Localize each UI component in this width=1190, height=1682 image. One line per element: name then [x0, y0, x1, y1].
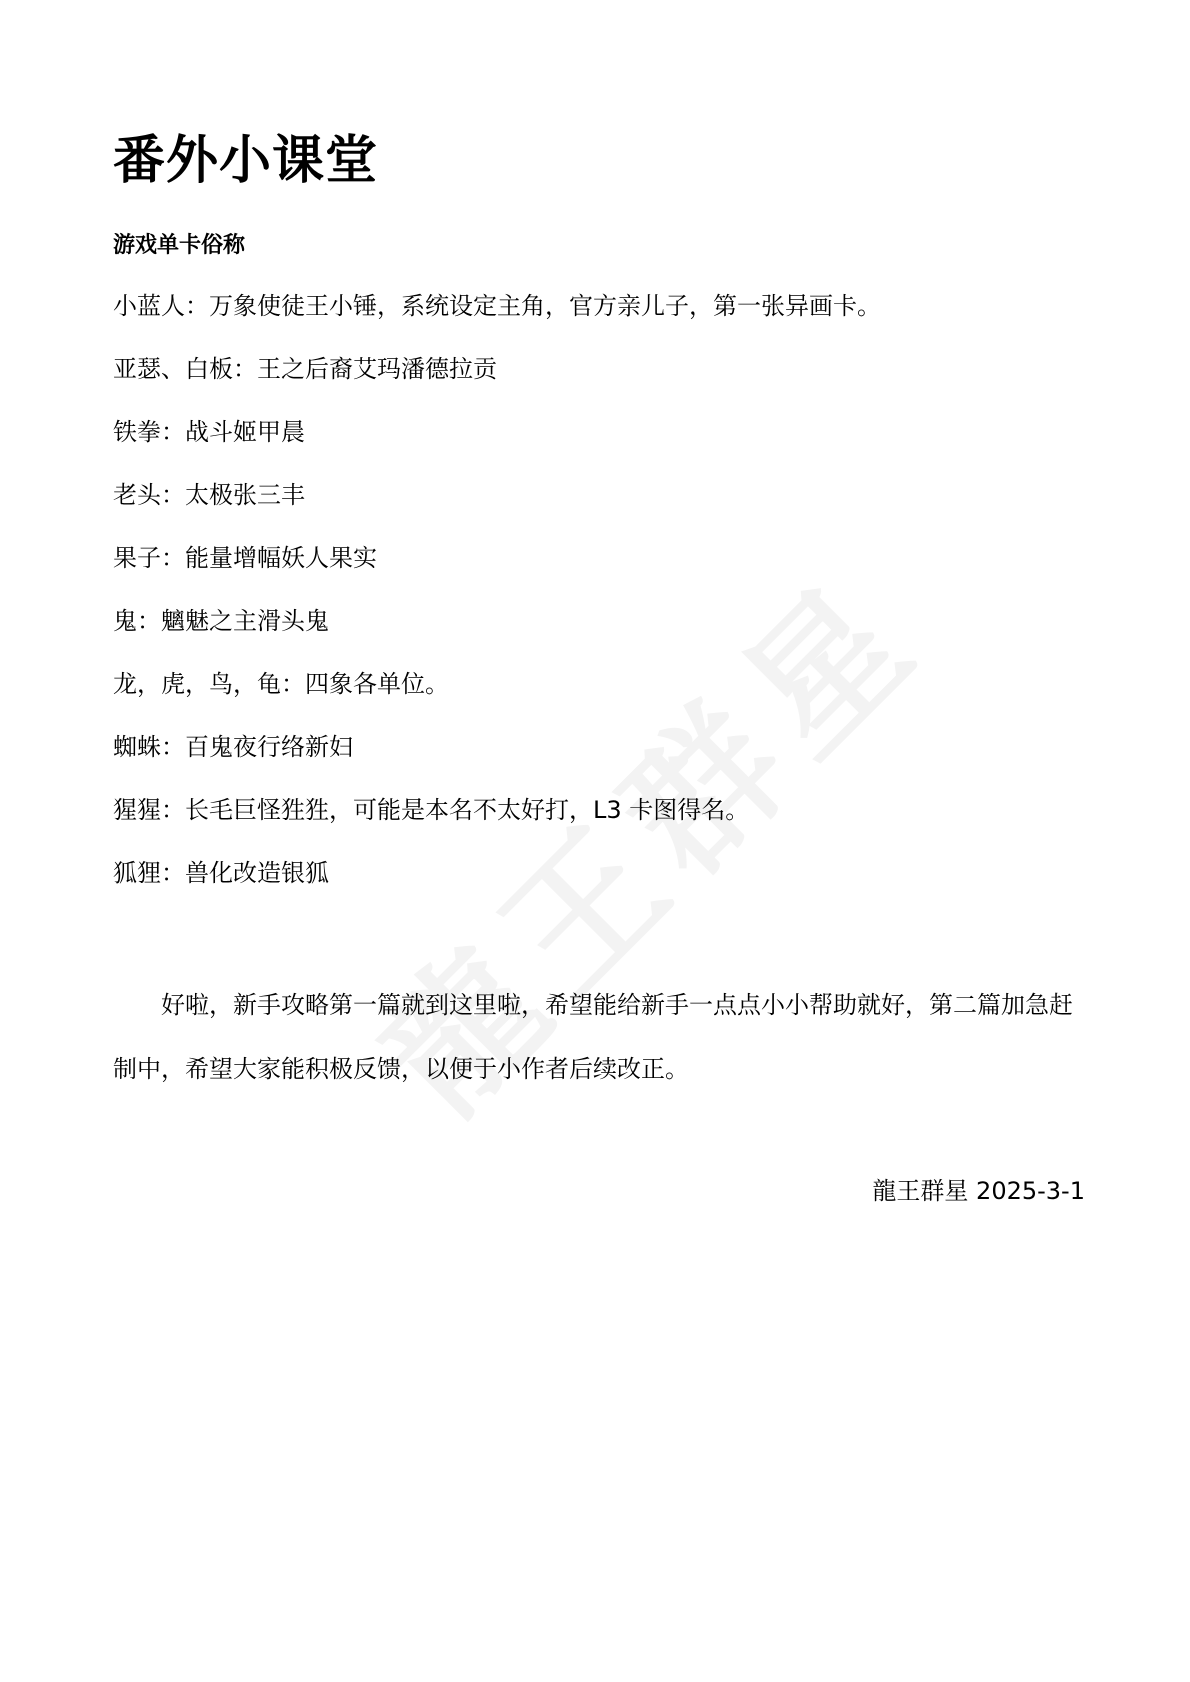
list-item: 铁拳：战斗姬甲晨 [113, 418, 305, 446]
signature: 龍王群星 2025-3-1 [872, 1177, 1085, 1205]
list-item: 龙，虎，鸟，龟：四象各单位。 [113, 670, 449, 698]
list-item: 果子：能量增幅妖人果实 [113, 544, 377, 572]
list-item: 小蓝人：万象使徒王小锤，系统设定主角，官方亲儿子，第一张异画卡。 [113, 292, 881, 320]
list-item: 蜘蛛：百鬼夜行络新妇 [113, 733, 353, 761]
page-title: 番外小课堂 [113, 131, 379, 191]
list-item: 猩猩：长毛巨怪狌狌，可能是本名不太好打，L3 卡图得名。 [113, 796, 750, 824]
list-item: 鬼：魑魅之主滑头鬼 [113, 607, 329, 635]
list-item: 亚瑟、白板：王之后裔艾玛潘德拉贡 [113, 355, 497, 383]
list-item: 狐狸：兽化改造银狐 [113, 859, 329, 887]
document-content [113, 120, 1085, 1211]
section-heading: 游戏单卡俗称 [113, 233, 246, 258]
list-item: 老头：太极张三丰 [113, 481, 305, 509]
closing-paragraph: 好啦，新手攻略第一篇就到这里啦，希望能给新手一点点小小帮助就好，第二篇加急赶制中，希望大家能积极反馈，以便于小作者后续改正。 [113, 991, 1073, 1083]
nickname-list [113, 286, 1085, 893]
